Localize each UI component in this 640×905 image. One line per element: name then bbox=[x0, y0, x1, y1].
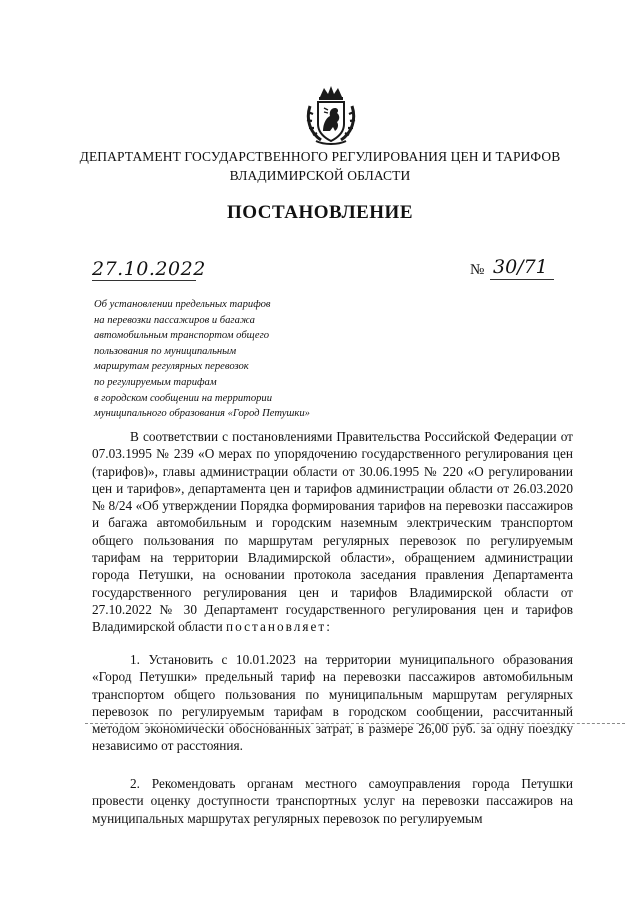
subject-block bbox=[94, 297, 310, 422]
subject-line: в городском сообщении на территории bbox=[94, 392, 273, 404]
document-date: 27.10.2022 bbox=[92, 258, 206, 280]
preamble-paragraph bbox=[92, 428, 573, 636]
clause-2-paragraph: 2. Рекомендовать органам местного самоуправления города Петушки провести оценку доступности транспортных услуг на перевозки пассажиров на муниципальных маршрутах регулярных перевозок по регулируемым bbox=[92, 776, 573, 826]
subject-line: муниципального образования «Город Петушки» bbox=[94, 408, 310, 420]
department-name-line1: ДЕПАРТАМЕНТ ГОСУДАРСТВЕННОГО РЕГУЛИРОВАНИЯ ЦЕН И ТАРИФОВ bbox=[79, 149, 561, 164]
date-underline bbox=[92, 280, 196, 281]
number-sign: № bbox=[470, 262, 485, 278]
subject-line: по регулируемым тарифам bbox=[94, 376, 217, 388]
subject-line: на перевозки пассажиров и багажа bbox=[94, 314, 255, 326]
subject-line: автомобильным транспортом общего bbox=[94, 330, 270, 342]
regional-coat-of-arms-icon bbox=[302, 84, 360, 146]
resolves-keyword: постановляет: bbox=[226, 619, 332, 635]
department-name-line2: ВЛАДИМИРСКОЙ ОБЛАСТИ bbox=[229, 168, 411, 183]
document-number: 30/71 bbox=[493, 256, 548, 278]
scan-fold-line bbox=[85, 723, 625, 724]
clause-1-paragraph: 1. Установить с 10.01.2023 на территории муниципального образования «Город Петушки» предельный тариф на перевозки пассажиров автомобильным транспортом общего пользования по муниципальным маршрутам регулярных перевозок по регулируемым тарифам в городском сообщении, рассчитанный методом экономически обоснованных затрат, в размере 26,00 руб. за одну поездку независимо от расстояния. bbox=[92, 652, 573, 754]
preamble-text: В соответствии с постановлениями Правительства Российской Федерации от 07.03.1995 № 239 «О мерах по упорядочению государственного регулирования цен (тарифов)», главы администрации области от 30.06.1995 № 220 «О регулировании цен и тарифов», департамента цен и тарифов администрации области от 26.03.2020 № 8/24 «Об утверждении Порядка формирования тарифов на перевозки пассажиров и багажа автомобильным и городским наземным электрическим транспортом общего пользования по маршрутам регулярных перевозок по регулируемым тарифам на территории Владимирской области», обращением администрации города Петушки, на основании протокола заседания правления Департамента государственного регулирования цен и тарифов Владимирской области от 27.10.2022 № 30 Департамент государственного регулирования цен и тарифов Владимирской области bbox=[92, 429, 573, 635]
number-underline bbox=[490, 279, 554, 280]
subject-line: пользования по муниципальным bbox=[94, 345, 237, 357]
subject-line: Об установлении предельных тарифов bbox=[94, 299, 271, 310]
subject-line: маршрутам регулярных перевозок bbox=[94, 361, 249, 373]
document-title: ПОСТАНОВЛЕНИЕ bbox=[226, 202, 414, 223]
